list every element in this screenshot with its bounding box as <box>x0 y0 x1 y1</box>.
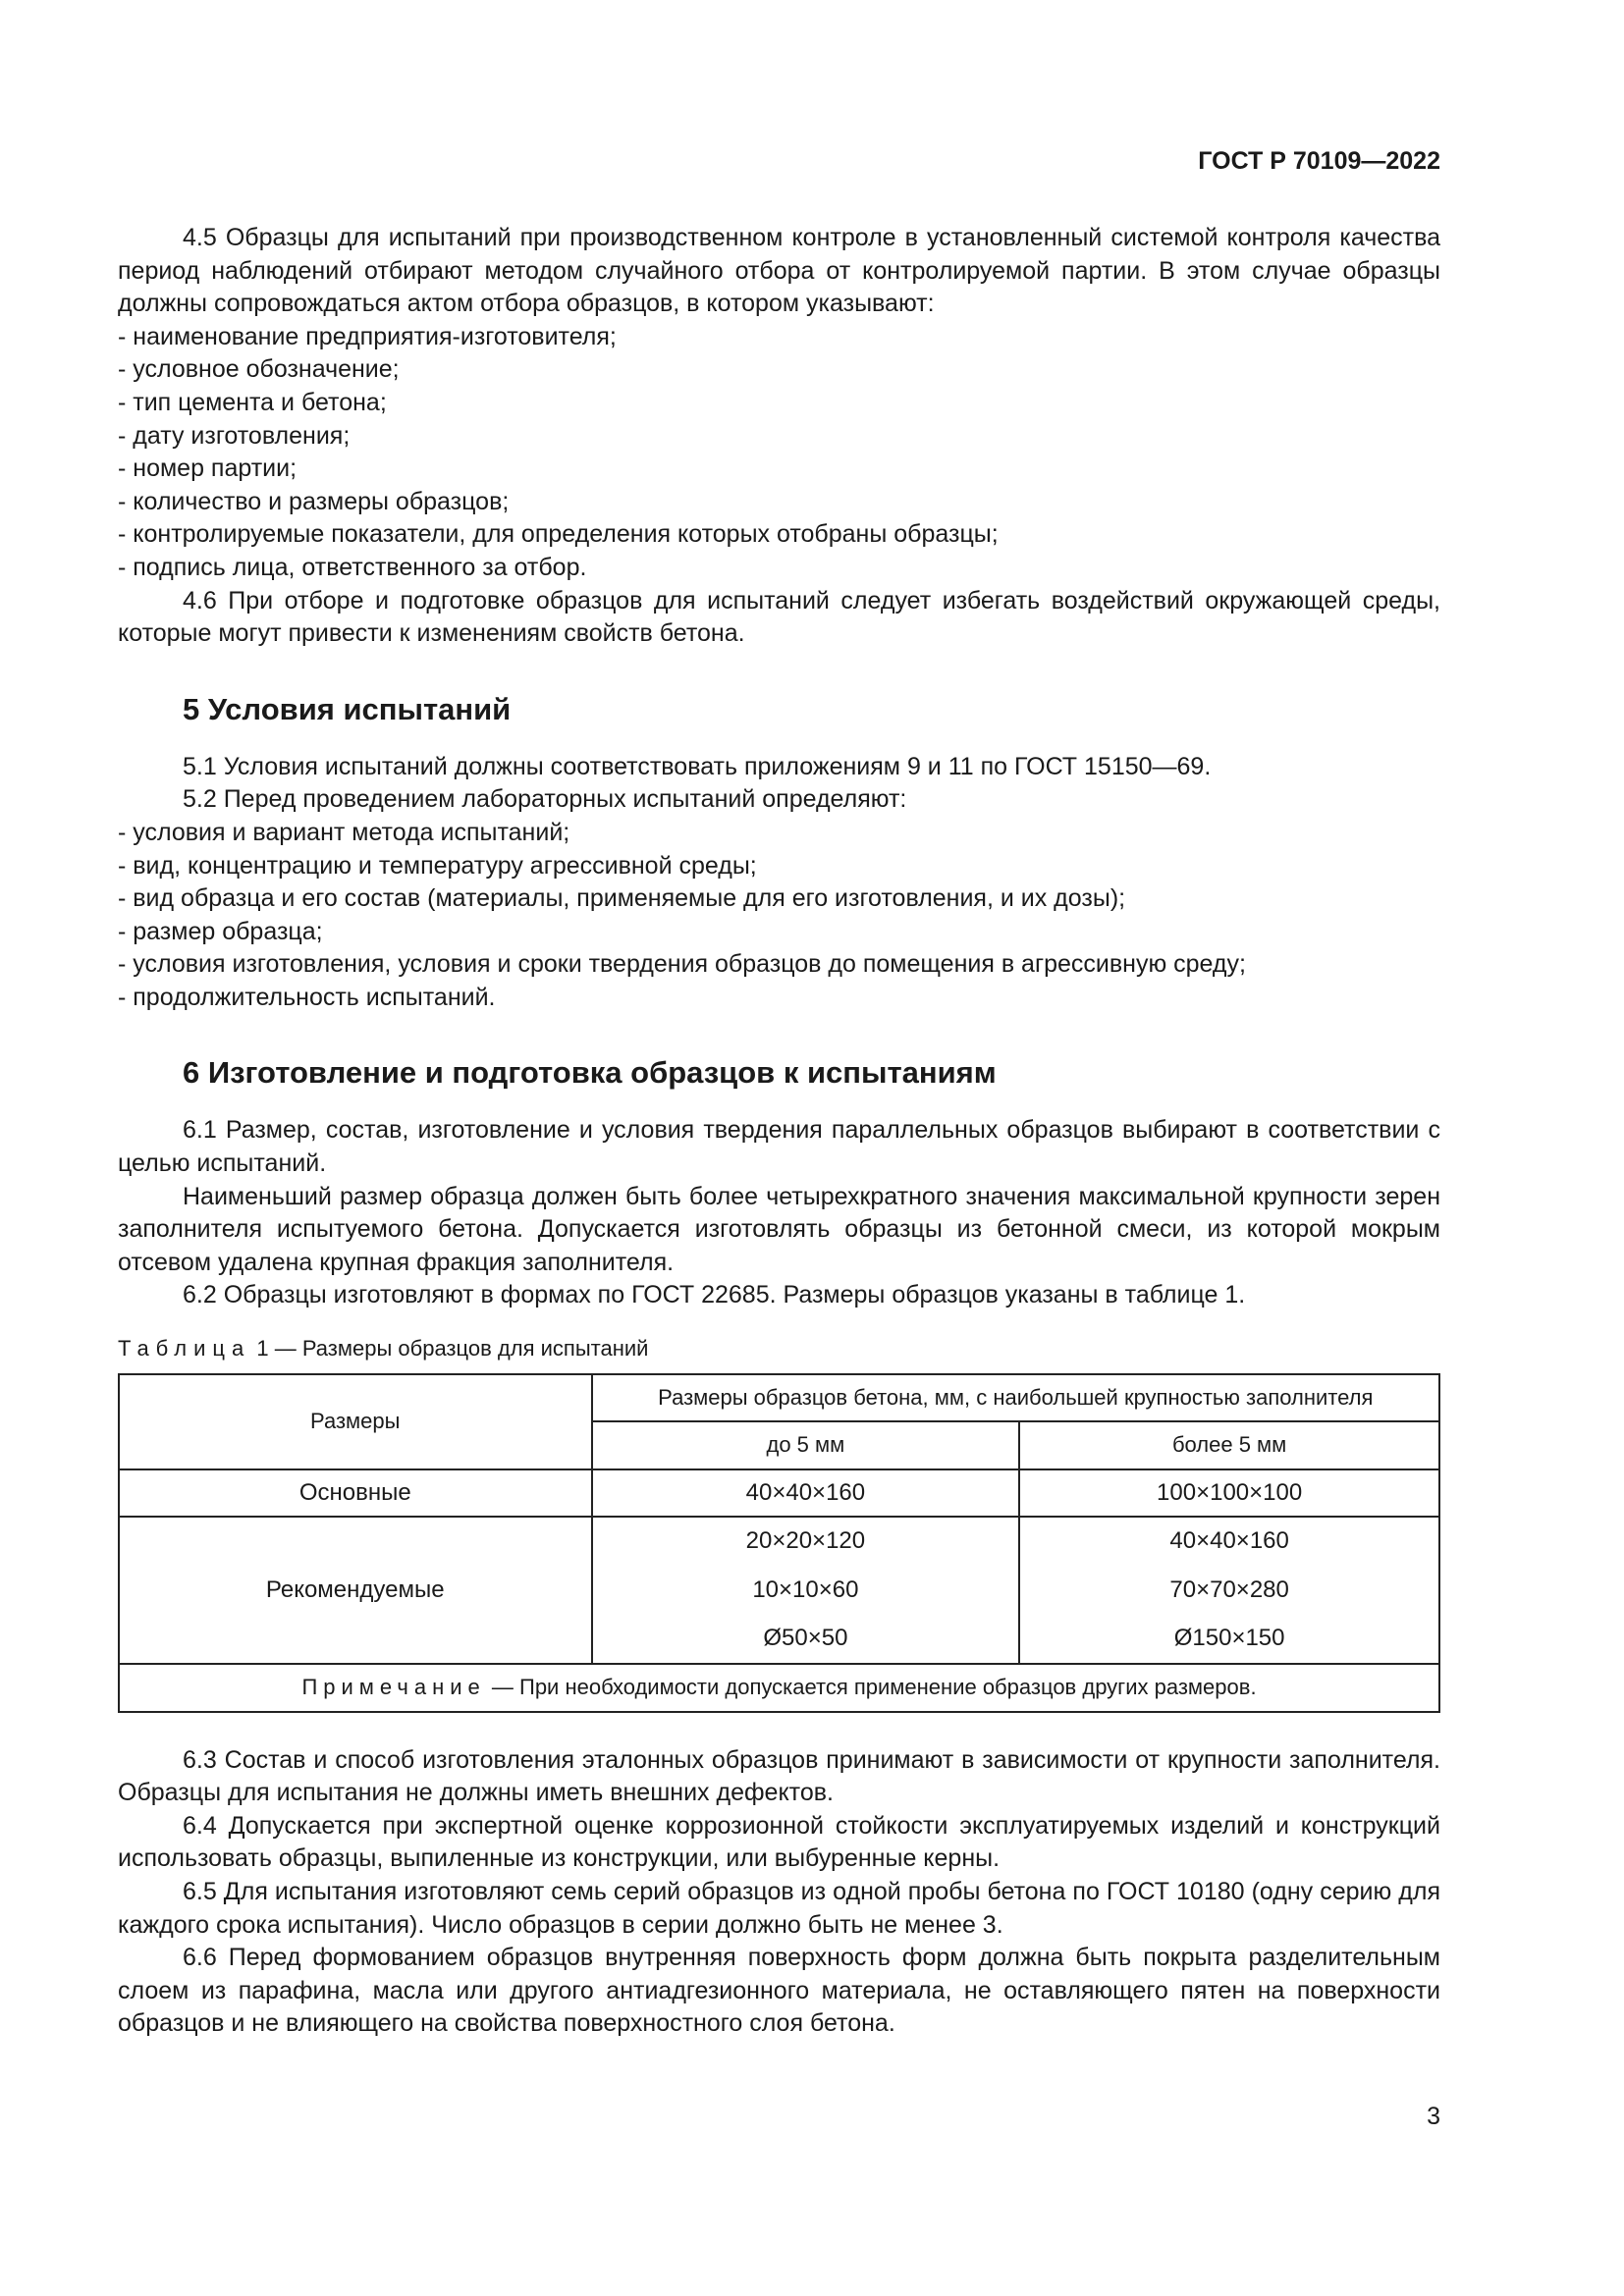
cell-value: 100×100×100 <box>1019 1469 1439 1517</box>
cell-value: 20×20×120 <box>592 1517 1020 1566</box>
paragraph-4-5: 4.5 Образцы для испытаний при производственном контроле в установленный системой контроля качества период наблюдений отбирают методом случайного отбора от контролируемой партии. В этом случае образцы должны сопровождаться актом отбора образцов, в котором указывают: <box>118 224 1440 318</box>
list-item: - количество и размеры образцов; <box>118 487 510 515</box>
list-item: - вид, концентрацию и температуру агрессивной среды; <box>118 851 757 880</box>
note-text: — При необходимости допускается применение образцов других размеров. <box>485 1675 1257 1700</box>
section-5-title: 5 Условия испытаний <box>183 691 512 726</box>
table-caption-word: Таблица <box>118 1336 251 1362</box>
page-number: 3 <box>1427 2103 1440 2130</box>
list-item: - номер партии; <box>118 454 298 483</box>
cell-label: Рекомендуемые <box>119 1517 592 1664</box>
paragraph-6-4: 6.4 Допускается при экспертной оценке коррозионной стойкости эксплуатируемых изделий и конструкций использовать образцы, выпиленные из конструкции, или выбуренные керны. <box>118 1811 1440 1873</box>
section-6-title: 6 Изготовление и подготовка образцов к испытаниям <box>183 1055 997 1091</box>
cell-label: Основные <box>119 1469 592 1517</box>
paragraph-6-5: 6.5 Для испытания изготовляют семь серий образцов из одной пробы бетона по ГОСТ 10180 (одну серию для каждого срока испытания). Число образцов в серии должно быть не менее 3. <box>118 1878 1440 1939</box>
table-caption <box>118 1332 1440 1365</box>
header-over-5mm: более 5 мм <box>1019 1421 1439 1469</box>
list-item: - контролируемые показатели, для определения которых отобраны образцы; <box>118 520 999 549</box>
table-row <box>119 1517 1439 1566</box>
cell-value: 70×70×280 <box>1019 1566 1439 1615</box>
cell-value: Ø50×50 <box>592 1615 1020 1664</box>
paragraph-6-2: 6.2 Образцы изготовляют в формах по ГОСТ 22685. Размеры образцов указаны в таблице 1. <box>183 1281 1246 1309</box>
paragraph-6-1-cont: Наименьший размер образца должен быть более четырехкратного значения максимальной крупности зерен заполнителя испытуемого бетона. Допускается изготовлять образцы из бетонной смеси, из которой мокрым отсевом удалена крупная фракция заполнителя. <box>118 1182 1440 1276</box>
list-item: - вид образца и его состав (материалы, применяемые для его изготовления, и их дозы); <box>118 884 1126 913</box>
header-sizes: Размеры <box>119 1374 592 1469</box>
list-item: - продолжительность испытаний. <box>118 983 496 1011</box>
document-code: ГОСТ Р 70109—2022 <box>1198 147 1440 175</box>
cell-value: 40×40×160 <box>592 1469 1020 1517</box>
list-item: - дату изготовления; <box>118 421 351 450</box>
header-group: Размеры образцов бетона, мм, с наибольшей крупностью заполнителя <box>592 1374 1440 1421</box>
list-item: - условное обозначение; <box>118 355 400 384</box>
cell-value: 40×40×160 <box>1019 1517 1439 1566</box>
header-up-to-5mm: до 5 мм <box>592 1421 1020 1469</box>
paragraph-4-6: 4.6 При отборе и подготовке образцов для испытаний следует избегать воздействий окружающей среды, которые могут привести к изменениям свойств бетона. <box>118 586 1440 648</box>
list-item: - условия изготовления, условия и сроки твердения образцов до помещения в агрессивную среду; <box>118 950 1246 979</box>
list-item: - подпись лица, ответственного за отбор. <box>118 553 587 581</box>
paragraph-6-1: 6.1 Размер, состав, изготовление и условия твердения параллельных образцов выбирают в соответствии с целью испытаний. <box>118 1116 1440 1178</box>
page-content <box>118 222 1440 2041</box>
note-word: Примечание <box>301 1675 486 1700</box>
table-row <box>119 1469 1439 1517</box>
cell-value: 10×10×60 <box>592 1566 1020 1615</box>
paragraph-5-1: 5.1 Условия испытаний должны соответствовать приложениям 9 и 11 по ГОСТ 15150—69. <box>183 752 1212 780</box>
paragraph-6-3: 6.3 Состав и способ изготовления эталонных образцов принимают в зависимости от крупности заполнителя. Образцы для испытания не должны иметь внешних дефектов. <box>118 1745 1440 1807</box>
list-item: - условия и вариант метода испытаний; <box>118 818 570 846</box>
paragraph-6-6: 6.6 Перед формованием образцов внутренняя поверхность форм должна быть покрыта разделительным слоем из парафина, масла или другого антиадгезионного материала, не оставляющего пятен на поверхности образцов и не влияющего на свойства поверхностного слоя бетона. <box>118 1944 1440 2038</box>
table-caption-text: 1 — Размеры образцов для испытаний <box>250 1336 649 1362</box>
paragraph-5-2: 5.2 Перед проведением лабораторных испытаний определяют: <box>183 785 907 814</box>
list-item: - размер образца; <box>118 917 323 945</box>
cell-value: Ø150×150 <box>1019 1615 1439 1664</box>
table-note <box>119 1664 1439 1712</box>
list-item: - тип цемента и бетона; <box>118 388 387 416</box>
sizes-table <box>118 1373 1440 1713</box>
list-item: - наименование предприятия-изготовителя; <box>118 322 617 350</box>
